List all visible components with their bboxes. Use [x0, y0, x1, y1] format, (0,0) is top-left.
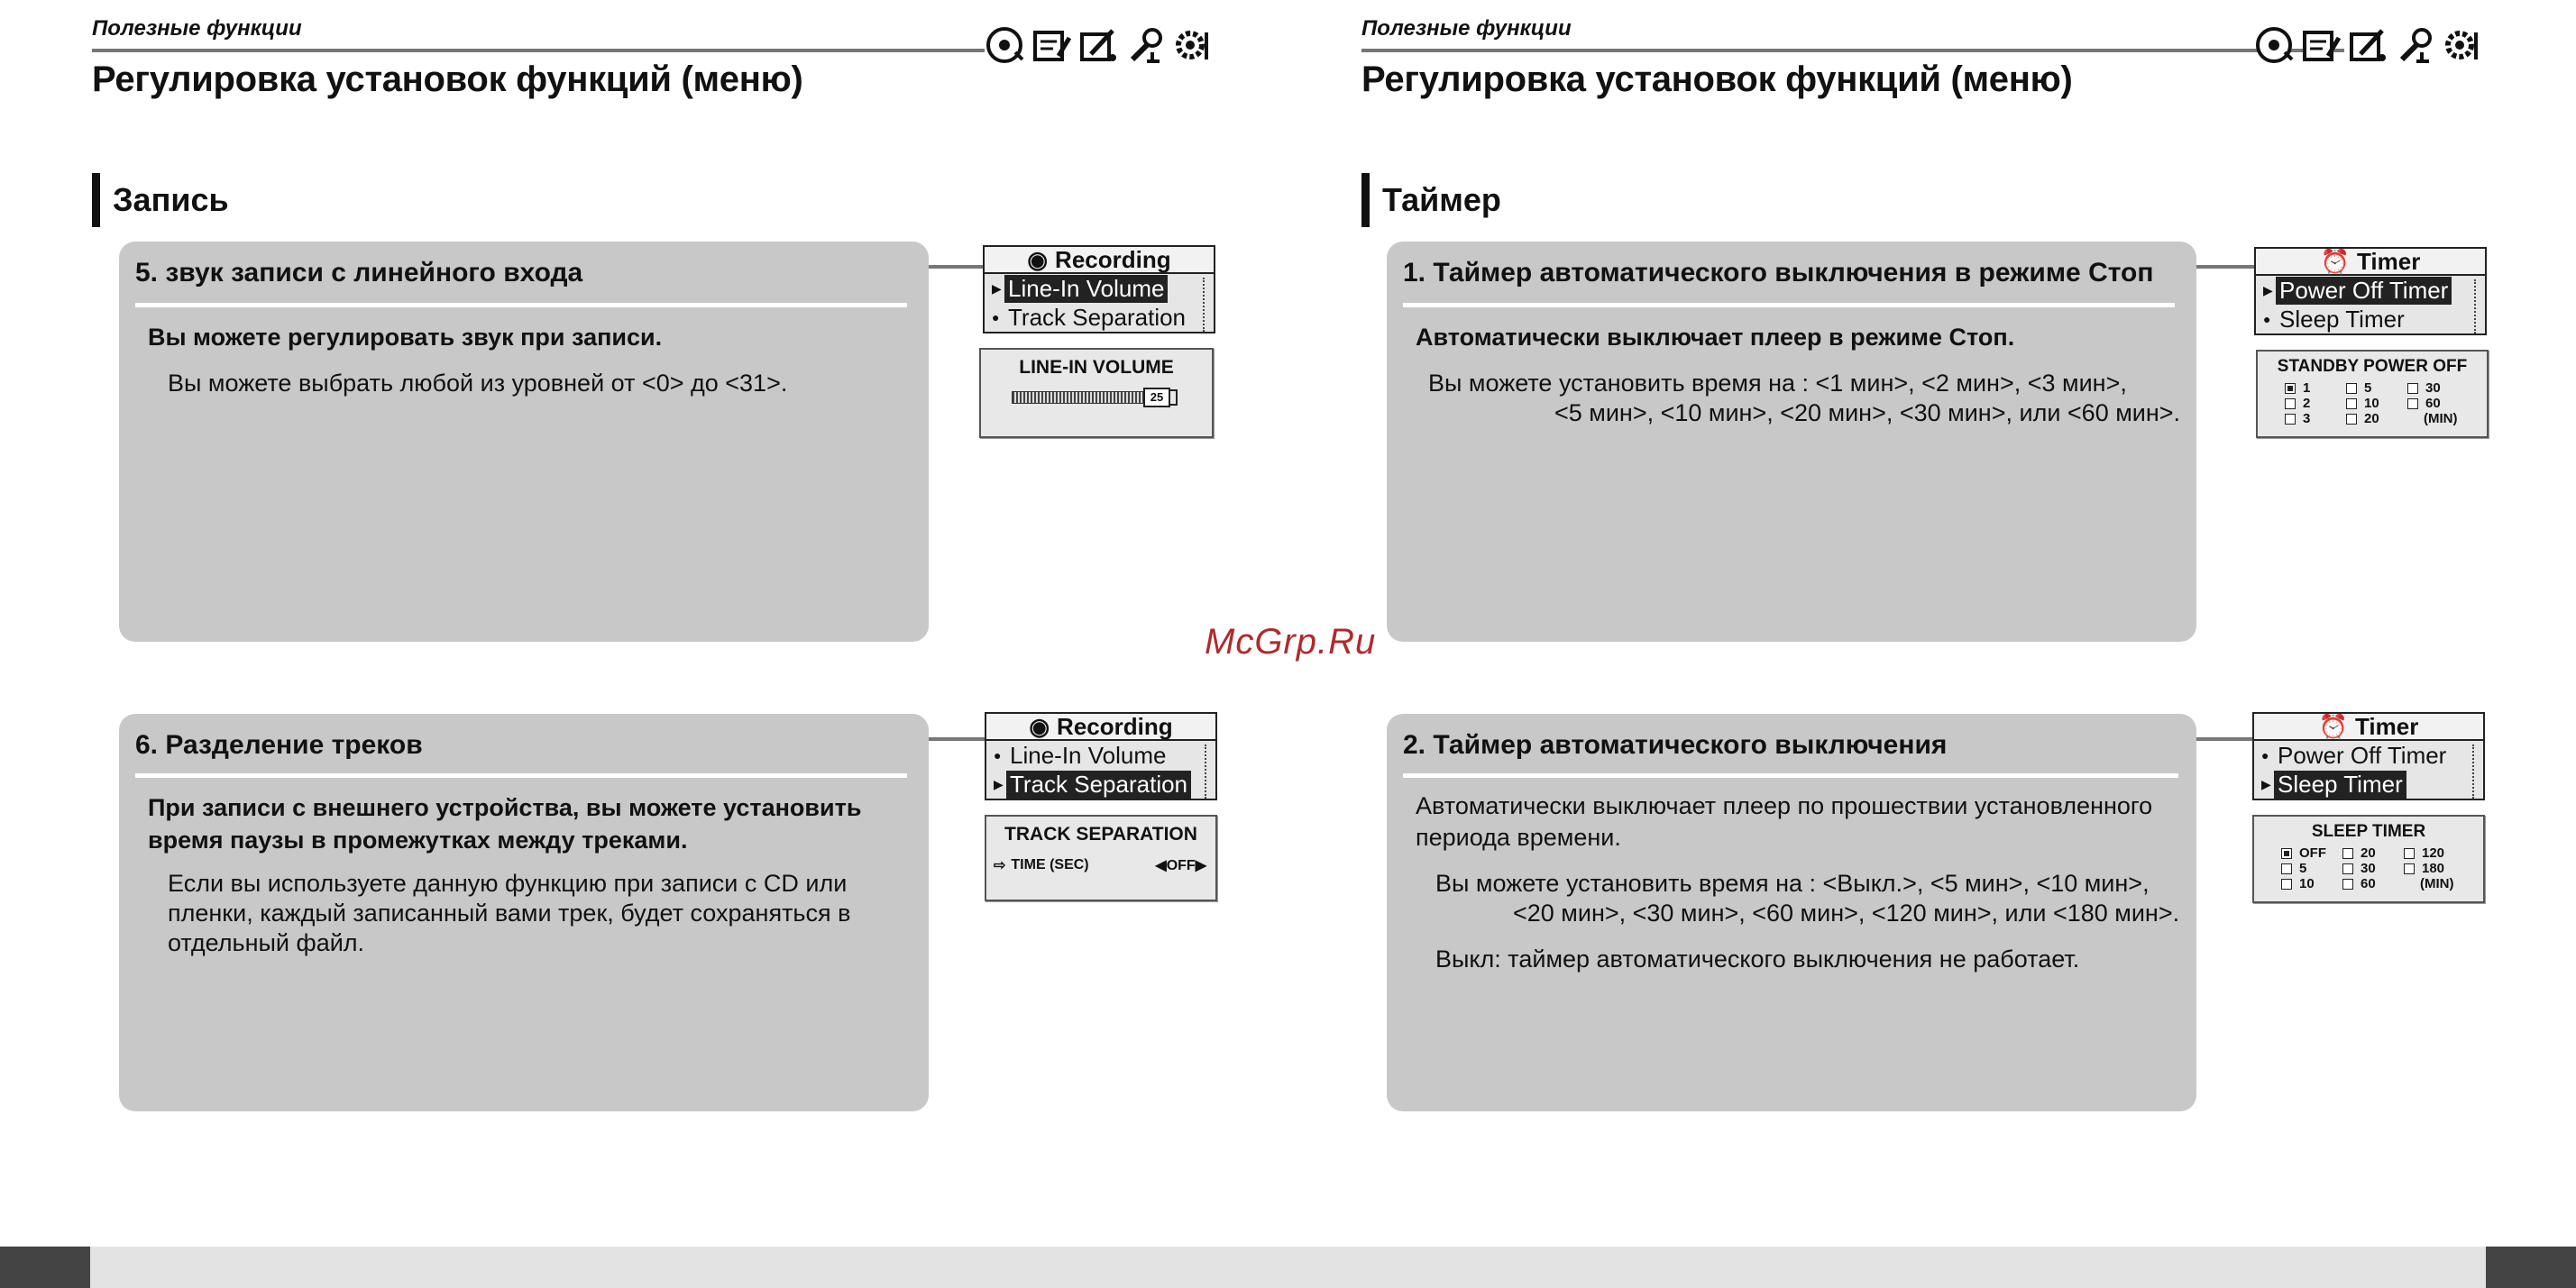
panel-body-3: Выкл: таймер автоматического выключения не работает.: [1435, 945, 2080, 973]
bullet-icon: ●: [992, 310, 1000, 324]
panel-rule: [1403, 773, 2178, 778]
connector-line: [929, 265, 983, 269]
subhead-bar: [92, 173, 100, 227]
tools-icon: [1125, 25, 1169, 65]
menu-header: ◉ Recording: [985, 247, 1214, 274]
menu-scrollbar[interactable]: [1203, 278, 1210, 332]
slider-end-cap: [1169, 389, 1178, 406]
option-30[interactable]: 30: [2342, 861, 2404, 876]
footer-block-left: [0, 1247, 90, 1288]
menu-item-line-in-volume[interactable]: ▶ Line-In Volume: [985, 274, 1214, 303]
section-label: Полезные функции: [92, 16, 302, 41]
panel-lead: Вы можете регулировать звук при записи.: [148, 324, 663, 351]
right-page: [1270, 0, 2557, 1244]
panel-body-3: отдельный файл.: [168, 929, 365, 956]
option-10[interactable]: 10: [2281, 876, 2342, 891]
time-row[interactable]: [994, 856, 1206, 874]
panel-rule: [135, 773, 907, 778]
menu-item-sleep-timer[interactable]: ▶ Sleep Timer: [2254, 770, 2483, 799]
panel-track-separation: [119, 714, 929, 1111]
timer-menu: [2254, 247, 2487, 335]
watermark: McGrp.Ru: [1205, 622, 1377, 662]
option-2[interactable]: 2: [2285, 396, 2346, 411]
connector-line: [2196, 737, 2252, 741]
option-10[interactable]: 10: [2346, 396, 2407, 411]
panel-lead: Автоматически выключает плеер в режиме Стоп.: [1416, 324, 2015, 351]
subhead-text: Запись: [113, 181, 229, 218]
menu-scrollbar[interactable]: [1205, 744, 1212, 799]
menu-item-line-in-volume[interactable]: ● Line-In Volume: [994, 741, 1167, 769]
panel-line-in-volume: [119, 242, 929, 642]
panel-title: 6. Разделение треков: [135, 730, 423, 760]
panel-body-2: <20 мин>, <30 мин>, <60 мин>, <120 мин>, или <180 мин>.: [1513, 900, 2180, 927]
sleep-timer-screen: [2252, 815, 2485, 903]
menu-scrollbar[interactable]: [2472, 744, 2480, 799]
page-title: Регулировка установок функций (меню): [92, 59, 803, 99]
section-label: Полезные функции: [1361, 16, 1572, 41]
panel-lead-2: периода времени.: [1416, 824, 1621, 851]
menu-scrollbar[interactable]: [2474, 279, 2481, 333]
sleep-options-grid: [2281, 845, 2465, 891]
time-value: ◀OFF▶: [1155, 858, 1206, 873]
timer-menu: [2252, 712, 2485, 800]
record-icon: ◉: [1027, 245, 1049, 273]
standby-power-off-screen: [2256, 350, 2489, 438]
footer-block-right: [2486, 1247, 2576, 1288]
recording-menu: [985, 712, 1217, 800]
panel-body-1: Если вы используете данную функцию при записи с CD или: [168, 870, 848, 897]
record-icon: ◉: [1029, 712, 1050, 740]
arrow-right-icon: ⇨: [994, 858, 1006, 873]
menu-item-track-separation[interactable]: ● Track Separation: [992, 303, 1187, 331]
screen-title: SLEEP TIMER: [2311, 822, 2426, 841]
option-20[interactable]: 20: [2346, 411, 2407, 426]
feature-icons: [2254, 25, 2485, 65]
volume-value: 25: [1143, 388, 1170, 407]
panel-body: Вы можете выбрать любой из уровней от <0> до <31>.: [168, 370, 788, 397]
subhead: [1361, 173, 1501, 227]
menu-item-track-separation[interactable]: ▶ Track Separation: [986, 770, 1215, 799]
option-5[interactable]: 5: [2346, 380, 2407, 396]
unit-label: (MIN): [2420, 876, 2454, 891]
connector-line: [2196, 265, 2254, 269]
bullet-icon: ●: [2263, 312, 2271, 326]
panel-rule: [135, 303, 907, 307]
option-30[interactable]: 30: [2407, 380, 2469, 396]
menu-header: ⏰ Timer: [2254, 714, 2483, 741]
panel-body-2: <5 мин>, <10 мин>, <20 мин>, <30 мин>, или <60 мин>.: [1554, 399, 2181, 426]
alarm-clock-icon: ⏰: [2320, 247, 2351, 275]
edit-icon: [1078, 25, 1122, 65]
menu-item-power-off-timer[interactable]: ▶ Power Off Timer: [2256, 276, 2485, 305]
option-5[interactable]: 5: [2281, 861, 2342, 876]
panel-title: 1. Таймер автоматического выключения в режиме Стоп: [1403, 258, 2154, 288]
track-separation-screen: [985, 815, 1217, 901]
connector-line: [929, 737, 985, 741]
option-off[interactable]: OFF: [2281, 845, 2342, 861]
screen-title: STANDBY POWER OFF: [2277, 357, 2468, 376]
cd-icon: [985, 25, 1028, 65]
settings-icon: [1172, 25, 1215, 65]
panel-lead-2: время паузы в промежутках между треками.: [148, 827, 688, 854]
cd-icon: [2254, 25, 2297, 65]
bullet-icon: ●: [994, 748, 1002, 763]
menu-item-sleep-timer[interactable]: ● Sleep Timer: [2263, 305, 2405, 333]
screen-title: LINE-IN VOLUME: [1019, 357, 1174, 378]
settings-icon: [2442, 25, 2485, 65]
subhead-bar: [1361, 173, 1370, 227]
panel-standby-power-off: [1387, 242, 2196, 642]
panel-title: 5. звук записи с линейного входа: [135, 258, 583, 288]
option-180[interactable]: 180: [2404, 861, 2465, 876]
option-1[interactable]: 1: [2285, 380, 2346, 396]
note-icon: [1031, 25, 1075, 65]
panel-lead-1: При записи с внешнего устройства, вы можете установить: [148, 794, 862, 821]
footer-bar: [0, 1247, 2576, 1288]
option-20[interactable]: 20: [2342, 845, 2404, 861]
alarm-clock-icon: ⏰: [2318, 712, 2349, 740]
panel-sleep-timer: [1387, 714, 2196, 1111]
selected-arrow-icon: ▶: [2263, 282, 2273, 297]
panel-rule: [1403, 303, 2175, 307]
tools-icon: [2395, 25, 2438, 65]
menu-header: ⏰ Timer: [2256, 249, 2485, 276]
screen-title: TRACK SEPARATION: [1004, 824, 1197, 845]
standby-options-grid: [2285, 380, 2469, 426]
unit-label: (MIN): [2424, 411, 2458, 426]
line-in-volume-screen: [979, 348, 1214, 438]
panel-title: 2. Таймер автоматического выключения: [1403, 730, 1948, 760]
selected-arrow-icon: ▶: [992, 280, 1002, 296]
panel-body-1: Вы можете установить время на : <1 мин>, <2 мин>, <3 мин>,: [1428, 370, 2127, 397]
subhead: [92, 173, 229, 227]
panel-lead-1: Автоматически выключает плеер по прошествии установленного: [1416, 792, 2153, 819]
left-page: [0, 0, 1288, 1244]
option-60[interactable]: 60: [2407, 396, 2469, 411]
recording-menu: [983, 245, 1215, 333]
note-icon: [2301, 25, 2344, 65]
subhead-text: Таймер: [1382, 181, 1501, 218]
volume-slider[interactable]: [1012, 391, 1158, 404]
option-120[interactable]: 120: [2404, 845, 2465, 861]
edit-icon: [2348, 25, 2391, 65]
menu-item-power-off-timer[interactable]: ● Power Off Timer: [2261, 741, 2447, 769]
selected-arrow-icon: ▶: [994, 776, 1004, 791]
header-rule: [92, 49, 985, 52]
page-title: Регулировка установок функций (меню): [1361, 59, 2073, 99]
feature-icons: [985, 25, 1215, 65]
header-rule: [1361, 49, 2344, 52]
menu-header: ◉ Recording: [986, 714, 1215, 741]
selected-arrow-icon: ▶: [2261, 776, 2271, 791]
time-label: TIME (SEC): [1011, 857, 1089, 872]
option-60[interactable]: 60: [2342, 876, 2404, 891]
bullet-icon: ●: [2261, 748, 2269, 763]
panel-body-2: пленки, каждый записанный вами трек, будет сохраняться в: [168, 900, 851, 927]
option-3[interactable]: 3: [2285, 411, 2346, 426]
panel-body-1: Вы можете установить время на : <Выкл.>, <5 мин>, <10 мин>,: [1435, 870, 2150, 897]
